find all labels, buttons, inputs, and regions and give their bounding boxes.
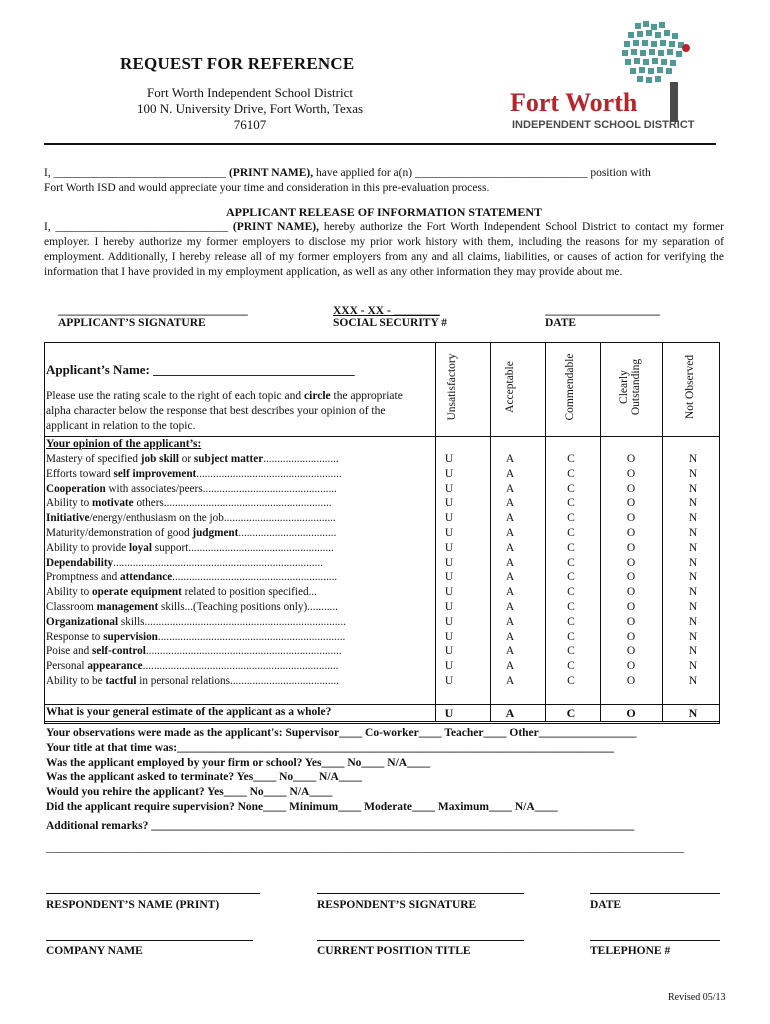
rating-item-text: job skill — [140, 453, 179, 465]
rating-column-a — [500, 452, 520, 689]
col-divider — [545, 342, 546, 722]
rating-item-text: ...................................................................... — [145, 645, 342, 658]
rating-item-text: Ability to — [46, 586, 92, 599]
rating-option[interactable]: C — [567, 645, 575, 658]
rating-option[interactable]: U — [444, 512, 454, 525]
rating-item-text: support.................................................... — [151, 541, 334, 554]
rating-option[interactable]: O — [626, 482, 636, 495]
rating-option[interactable]: A — [505, 556, 515, 569]
rating-item — [46, 496, 386, 511]
rating-item-text: ...................................................................... — [142, 660, 339, 673]
rating-option[interactable]: U — [444, 541, 454, 554]
rating-option[interactable]: A — [505, 467, 515, 480]
respondent-date-label: DATE — [590, 899, 622, 911]
rating-option[interactable]: U — [444, 453, 454, 465]
rating-item-text: self improvement — [113, 467, 197, 480]
respondent-signature-label: RESPONDENT’S SIGNATURE — [317, 899, 477, 911]
rating-item — [46, 526, 386, 541]
rating-option[interactable]: A — [505, 645, 515, 658]
rating-option[interactable]: A — [505, 586, 515, 599]
rating-item-text: Promptness and — [46, 571, 120, 584]
additional-remarks-field[interactable]: Additional remarks? ____________________________________________________________________________________ — [46, 820, 635, 832]
rating-option[interactable]: U — [444, 467, 454, 480]
rating-option[interactable]: N — [688, 541, 698, 554]
rehire-question[interactable]: Would you rehire the applicant? Yes____ No____ N/A____ — [46, 786, 333, 799]
rating-item-text: subject matter — [193, 453, 264, 465]
rating-item — [46, 467, 386, 482]
release-text: hereby authorize the Fort Worth Independent School District to contact my former employer. I hereby authorize my former employers to disclose my prior work history with them, including the reasons for my separation of employment. Additionally, I hereby release all of my former employers from any and all claims, liabilities, or causes of action for verifying the information that I have provided in my employment application, as well as any other information they may provide about me. — [44, 221, 724, 278]
date-field[interactable] — [545, 305, 660, 329]
ssn-line[interactable]: XXX - XX - ________ — [333, 305, 440, 317]
applicant-signature-line[interactable]: _________________________________ — [58, 305, 248, 317]
rating-item-text: Ability to be — [46, 674, 106, 687]
rating-item-text: ........................... — [263, 453, 339, 465]
respondent-name-line[interactable] — [46, 893, 260, 894]
rating-option[interactable]: O — [626, 586, 636, 599]
rating-item — [46, 556, 386, 571]
rating-option[interactable]: O — [626, 645, 636, 658]
rating-option[interactable]: C — [567, 586, 575, 599]
rating-item-text: skills........................................................................ — [118, 615, 346, 628]
rating-item-text: operate equipment — [92, 586, 182, 599]
rating-option[interactable]: O — [626, 630, 636, 643]
col-header-not-observed: Not Observed — [684, 354, 696, 420]
intro-position-blank[interactable]: have applied for a(n) ______________________________ position with — [313, 167, 651, 179]
tree-trunk — [670, 82, 678, 122]
intro-name-blank[interactable]: I, ______________________________ — [44, 167, 229, 179]
rating-item — [46, 482, 386, 497]
rating-option[interactable]: O — [626, 660, 636, 673]
rating-option[interactable]: C — [567, 674, 575, 687]
rating-option[interactable]: C — [567, 630, 575, 643]
opinion-heading: Your opinion of the applicant’s: — [46, 438, 202, 450]
supervision-question[interactable]: Did the applicant require supervision? None____ Minimum____ Moderate____ Maximum____ N/A____ — [46, 800, 558, 813]
rating-item-text: related to position specified... — [181, 586, 317, 599]
respondent-name-label: RESPONDENT’S NAME (PRINT) — [46, 899, 220, 911]
position-title-label: CURRENT POSITION TITLE — [317, 945, 471, 957]
rating-option[interactable]: A — [505, 630, 515, 643]
estimate-o[interactable]: O — [626, 706, 636, 720]
rating-option[interactable]: N — [688, 674, 698, 687]
rating-item-text: attendance — [119, 571, 173, 584]
col-header-commendable: Commendable — [564, 353, 576, 421]
rating-item-text: Classroom — [46, 600, 97, 613]
address-line-2: 76107 — [233, 117, 267, 132]
estimate-a[interactable]: A — [505, 706, 515, 720]
rating-option[interactable]: C — [567, 512, 575, 525]
rating-item-text: Cooperation — [46, 482, 106, 495]
rating-option[interactable]: A — [505, 497, 515, 510]
rating-option[interactable]: N — [688, 571, 698, 584]
rating-option[interactable]: A — [505, 512, 515, 525]
rating-item-text: Ability to — [46, 497, 92, 510]
release-name-blank[interactable]: I, ______________________________ — [44, 221, 233, 233]
rating-item-text: loyal — [128, 541, 152, 554]
rating-option[interactable]: A — [505, 615, 515, 628]
rating-item — [46, 630, 386, 645]
release-paragraph — [44, 220, 724, 280]
rating-option[interactable]: C — [567, 526, 575, 539]
rating-item — [46, 659, 386, 674]
rating-option[interactable]: A — [505, 526, 515, 539]
logo-name: Fort Worth — [510, 88, 638, 117]
rating-option[interactable]: C — [567, 453, 575, 465]
rating-option[interactable]: N — [688, 526, 698, 539]
employed-question[interactable]: Was the applicant employed by your firm or school? Yes____ No____ N/A____ — [46, 756, 431, 769]
terminate-question[interactable]: Was the applicant asked to terminate? Yes____ No____ N/A____ — [46, 771, 362, 784]
position-title-line[interactable] — [317, 940, 524, 941]
rating-option[interactable]: U — [444, 645, 454, 658]
telephone-label: TELEPHONE # — [590, 945, 671, 957]
rating-option[interactable]: O — [626, 467, 636, 480]
observed-as[interactable]: Your observations were made as the applicant's: Supervisor____ Co-worker____ Teacher____ Other_________________ — [46, 727, 637, 739]
ssn-label: SOCIAL SECURITY # — [333, 317, 447, 329]
rating-item-text: management — [96, 600, 159, 613]
rating-option[interactable]: O — [626, 512, 636, 525]
telephone-line[interactable] — [590, 940, 720, 941]
rating-column-c — [561, 452, 581, 689]
rating-option[interactable]: O — [626, 541, 636, 554]
intro-print-name: (PRINT NAME), — [228, 167, 314, 179]
rating-option[interactable]: C — [567, 660, 575, 673]
rating-option[interactable]: C — [567, 600, 575, 613]
rating-option[interactable]: N — [688, 600, 698, 613]
rating-option[interactable]: O — [626, 497, 636, 510]
rating-option[interactable]: C — [567, 482, 575, 495]
col-divider — [600, 342, 601, 722]
rating-item-text: Personal — [46, 660, 88, 673]
rating-option[interactable]: U — [444, 586, 454, 599]
rating-option[interactable]: A — [505, 660, 515, 673]
rating-item-text: ........................................................... — [172, 571, 338, 584]
rating-option[interactable]: N — [688, 512, 698, 525]
fwisd-logo — [500, 18, 700, 133]
rating-item-text: self-control — [92, 645, 146, 658]
rating-column-u — [439, 452, 459, 689]
applicant-name-field[interactable]: Applicant’s Name: _______________________________ — [46, 362, 355, 377]
rating-item-text: Initiative — [46, 512, 90, 525]
rating-item-text: in personal relations....................................... — [136, 674, 340, 687]
table-header-divider — [44, 436, 720, 437]
col-header-clearly-outstanding: Clearly Outstanding — [618, 358, 642, 416]
rating-item-text: Mastery of specified — [46, 453, 141, 465]
rating-item — [46, 615, 386, 630]
rating-option[interactable]: O — [626, 453, 636, 465]
applicant-signature-field[interactable] — [58, 305, 248, 329]
estimate-u[interactable]: U — [444, 706, 454, 720]
apple-icon — [682, 44, 690, 52]
rating-item-text: ................................... — [238, 526, 337, 539]
respondent-date-line[interactable] — [590, 893, 720, 894]
rating-item — [46, 452, 386, 467]
rating-option[interactable]: U — [444, 674, 454, 687]
rating-option[interactable]: U — [444, 526, 454, 539]
estimate-c[interactable]: C — [566, 706, 576, 720]
rating-item-text: Efforts toward — [46, 467, 114, 480]
rating-option[interactable]: N — [688, 497, 698, 510]
release-print-name: (PRINT NAME), — [232, 221, 319, 233]
rating-item — [46, 600, 386, 615]
rating-items — [46, 452, 386, 689]
ssn-field[interactable] — [333, 305, 447, 329]
rating-option[interactable]: C — [567, 541, 575, 554]
rating-item-text: Organizational — [46, 615, 119, 628]
col-divider — [490, 342, 491, 722]
release-heading: APPLICANT RELEASE OF INFORMATION STATEMENT — [225, 205, 543, 219]
rating-option[interactable]: C — [567, 556, 575, 569]
company-name-line[interactable] — [46, 940, 253, 941]
respondent-title[interactable]: Your title at that time was:____________________________________________________________________________ — [46, 741, 615, 754]
col-header-acceptable: Acceptable — [504, 361, 516, 413]
rating-option[interactable]: N — [688, 615, 698, 628]
tree-icon — [500, 18, 700, 133]
rating-item-text: .................................................... — [196, 467, 342, 480]
rating-option[interactable]: N — [688, 556, 698, 569]
overall-estimate-question: What is your general estimate of the applicant as a whole? — [46, 706, 332, 718]
intro-paragraph — [44, 166, 724, 196]
rating-item-text: supervision — [103, 630, 158, 643]
estimate-n[interactable]: N — [688, 706, 698, 720]
rating-item-text: Poise and — [46, 645, 92, 658]
rating-option[interactable]: C — [567, 497, 575, 510]
rating-option[interactable]: A — [505, 453, 515, 465]
rating-option[interactable]: A — [505, 674, 515, 687]
rating-option[interactable]: O — [626, 571, 636, 584]
rating-option[interactable]: U — [444, 571, 454, 584]
rating-item — [46, 511, 386, 526]
rating-item-text: tactful — [105, 674, 137, 687]
logo-subtitle: INDEPENDENT SCHOOL DISTRICT — [512, 119, 695, 131]
rating-option[interactable]: A — [505, 541, 515, 554]
district-address — [100, 85, 400, 133]
rating-option[interactable]: O — [626, 600, 636, 613]
company-name-label: COMPANY NAME — [46, 945, 143, 957]
rating-item — [46, 541, 386, 556]
col-divider — [435, 342, 436, 722]
rating-option[interactable]: N — [688, 645, 698, 658]
rating-option[interactable]: U — [444, 600, 454, 613]
rating-option[interactable]: U — [444, 482, 454, 495]
rating-option[interactable]: U — [444, 497, 454, 510]
date-label: DATE — [545, 317, 577, 329]
additional-remarks-line[interactable]: _______________________________________________________________________________________________________________ — [46, 842, 685, 854]
rating-item-text: skills...(Teaching positions only)........... — [158, 600, 338, 613]
rating-option[interactable]: O — [626, 526, 636, 539]
rating-option[interactable]: N — [688, 630, 698, 643]
rating-option[interactable]: C — [567, 467, 575, 480]
rating-item-text: judgment — [192, 526, 239, 539]
rating-item-text: Response to — [46, 630, 104, 643]
rating-column-o — [621, 452, 641, 689]
rating-item — [46, 585, 386, 600]
observations-block — [46, 726, 726, 815]
rating-option[interactable]: C — [567, 615, 575, 628]
rating-option[interactable]: N — [688, 660, 698, 673]
col-divider — [662, 342, 663, 722]
address-line-1: 100 N. University Drive, Fort Worth, Texas — [136, 101, 364, 116]
rating-item-text: Dependability — [46, 556, 114, 569]
rating-item-text: appearance — [87, 660, 143, 673]
rating-item-text: Maturity/demonstration of good — [46, 526, 193, 539]
rating-option[interactable]: A — [505, 600, 515, 613]
rating-option[interactable]: A — [505, 571, 515, 584]
intro-line-2: Fort Worth ISD and would appreciate your time and consideration in this pre-evaluation process. — [44, 182, 490, 194]
rating-item — [46, 570, 386, 585]
rating-option[interactable]: O — [626, 615, 636, 628]
rating-option[interactable]: N — [688, 467, 698, 480]
rating-item-text: or — [179, 453, 194, 465]
estimate-row-top — [44, 704, 720, 705]
district-name: Fort Worth Independent School District — [147, 85, 353, 100]
rating-instructions: Please use the rating scale to the right of each topic and circle the appropriate alpha character below the response that best describes your opinion of the applicant in relation to the topic. — [46, 390, 403, 432]
date-line[interactable]: ____________________ — [545, 305, 660, 317]
rating-column-n — [683, 452, 703, 689]
col-header-unsatisfactory: Unsatisfactory — [446, 353, 458, 421]
rating-option[interactable]: U — [444, 660, 454, 673]
rating-option[interactable]: N — [688, 482, 698, 495]
rating-item-text: Ability to provide — [46, 541, 129, 554]
rating-option[interactable]: O — [626, 674, 636, 687]
page-title: REQUEST FOR REFERENCE — [120, 54, 355, 73]
rating-option[interactable]: O — [626, 556, 636, 569]
rating-item — [46, 644, 386, 659]
rating-item-text: motivate — [92, 497, 134, 510]
estimate-row-bottom — [44, 721, 720, 722]
rating-option[interactable]: U — [444, 615, 454, 628]
rating-option[interactable]: U — [444, 556, 454, 569]
respondent-signature-line[interactable] — [317, 893, 524, 894]
rating-option[interactable]: N — [688, 453, 698, 465]
rating-option[interactable]: N — [688, 586, 698, 599]
revision-date: Revised 05/13 — [668, 992, 726, 1003]
rating-item-text: with associates/peers................................................ — [105, 482, 337, 495]
rating-item-text: ........................................................................... — [113, 556, 323, 569]
rating-item-text: others............................................................ — [133, 497, 332, 510]
applicant-signature-label: APPLICANT’S SIGNATURE — [58, 317, 206, 329]
rating-item — [46, 674, 386, 689]
rating-option[interactable]: C — [567, 571, 575, 584]
header-divider — [44, 143, 716, 145]
rating-option[interactable]: A — [505, 482, 515, 495]
rating-item-text: /energy/enthusiasm on the job........................................ — [89, 512, 336, 525]
rating-item-text: ................................................................... — [157, 630, 346, 643]
rating-option[interactable]: U — [444, 630, 454, 643]
